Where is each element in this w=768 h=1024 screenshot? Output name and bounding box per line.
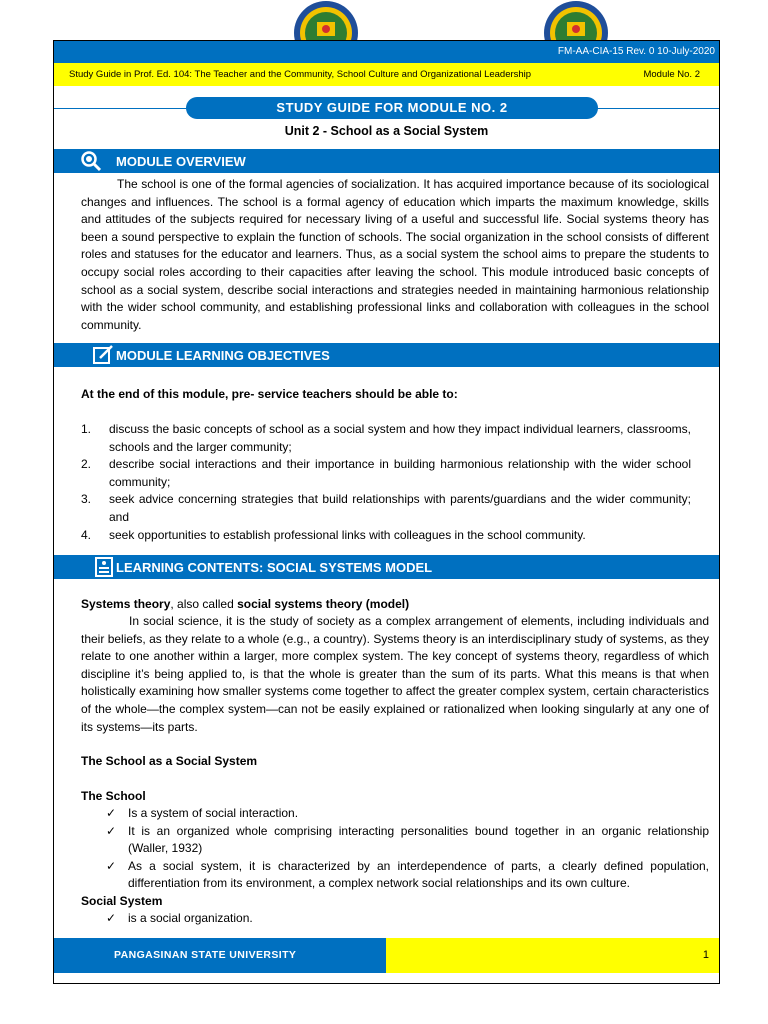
unit-title: Unit 2 - School as a Social System: [284, 124, 489, 138]
overview-text: The school is one of the formal agencies of socialization. It has acquired importance because of its sociological changes and influences. The school is a formal agency of education which imparts the maximum knowledge, skills and attitudes of the subjects required for necessary living of a useful and successful life. Social systems theory has been a sound perspective to explain the function of schools. The social organization in the school consists of different roles and statuses for the educator and learners. Thus, as a social system the school aims to prepare the students to occupy social roles according to their capacities after leaving the school. This module introduced basic concepts of school as a social system, describe social interactions and strategies needed in maintaining harmonious relationship with the wider school community, and establishing professional links and collaboration with colleagues in the school community.: [81, 177, 709, 332]
check-icon: ✓: [106, 858, 117, 873]
list-item: 1. discuss the basic concepts of school as a social system and how they impact individual learners, classrooms, schools and the larger community;: [81, 422, 691, 454]
edit-icon: [92, 344, 114, 366]
study-guide-page: [53, 40, 720, 984]
objectives-heading: MODULE LEARNING OBJECTIVES: [116, 348, 330, 363]
objectives-intro: At the end of this module, pre- service teachers should be able to:: [81, 387, 458, 401]
list-item: 3. seek advice concerning strategies that build relationships with parents/guardians and the wider community; and: [81, 492, 691, 524]
header-bar: [54, 41, 719, 63]
check-icon: ✓: [106, 911, 117, 925]
systems-theory-line: Systems theory, also called social systems theory (model): [81, 597, 410, 611]
list-item: ✓ is a social organization.: [81, 910, 709, 928]
check-icon: ✓: [106, 806, 117, 820]
module-number: Module No. 2: [643, 69, 700, 80]
footer-page-bar: [386, 938, 719, 973]
university-name: PANGASINAN STATE UNIVERSITY: [114, 949, 297, 961]
list-item: ✓ Is a system of social interaction.: [81, 805, 709, 823]
overview-header: [54, 149, 719, 173]
page-title: STUDY GUIDE FOR MODULE NO. 2: [186, 97, 598, 119]
overview-heading: MODULE OVERVIEW: [116, 154, 246, 169]
footer-university-bar: [54, 938, 386, 973]
course-bar: [54, 63, 719, 86]
university-seal-right: [543, 0, 609, 40]
list-item: 2. describe social interactions and their importance in building harmonious relationship with the wider school community;: [81, 457, 691, 489]
document-icon: [93, 556, 115, 578]
list-item: 4. seek opportunities to establish professional links with colleagues in the school community.: [81, 527, 586, 542]
search-icon: [80, 150, 102, 172]
social-system-list: [81, 910, 709, 928]
list-item: ✓ As a social system, it is characterized by an interdependence of parts, a clearly defined population, differentiation from its environment, a complex network social relationships and its own culture.: [106, 858, 709, 891]
list-item: ✓ It is an organized whole comprising interacting personalities bound together in an organic relationship (Waller, 1932): [106, 823, 709, 856]
check-icon: ✓: [106, 823, 117, 838]
school-list: [81, 805, 709, 893]
university-seal-left: [293, 0, 359, 40]
objectives-header: [54, 343, 719, 367]
contents-header: [54, 555, 719, 579]
contents-heading: LEARNING CONTENTS: SOCIAL SYSTEMS MODEL: [116, 560, 433, 575]
school-social-system-heading: The School as a Social System: [81, 754, 258, 768]
objectives-list: [81, 421, 691, 544]
page-footer: [54, 938, 719, 973]
course-title: Study Guide in Prof. Ed. 104: The Teacher and the Community, School Culture and Organizational Leadership: [69, 69, 532, 80]
systems-theory-paragraph: In social science, it is the study of society as a complex arrangement of elements, including individuals and their beliefs, as they relate to a whole (e.g., a country). Systems theory is an interdisciplinary study of systems, as they relate to one another within a larger, more complex system. The key concept of systems theory, regardless of which discipline it’s being applied to, is that the whole is greater than the sum of its parts. What this means is that when holistically examining how smaller systems come together to affect the greater complex system, certain characteristics of the whole—the complex system—can not be easily explained or rationalized when looking singularly at any one of its systems—its parts.: [81, 614, 709, 734]
form-code: FM-AA-CIA-15 Rev. 0 10-July-2020: [557, 46, 715, 57]
page-number: 1: [702, 949, 709, 961]
school-heading: The School: [81, 789, 146, 803]
social-system-heading: Social System: [81, 894, 163, 908]
